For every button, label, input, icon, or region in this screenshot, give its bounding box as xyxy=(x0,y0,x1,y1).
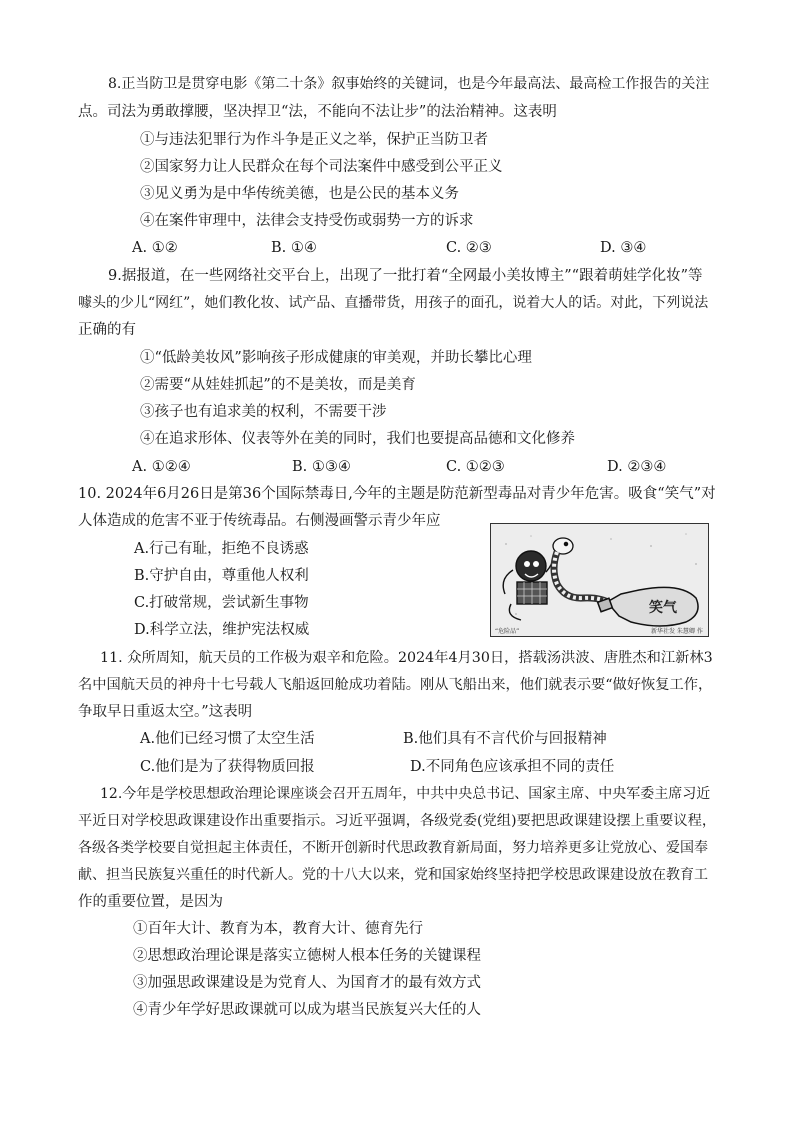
q8-item-4: ④在案件审理中，法律会支持受伤或弱势一方的诉求 xyxy=(140,213,474,229)
q12-item-2: ②思想政治理论课是落实立德树人根本任务的关键课程 xyxy=(133,948,481,964)
q9-option-c: C. ①②③ xyxy=(446,459,505,475)
q8-option-c: C. ②③ xyxy=(446,240,492,256)
q10-stem-line-1: 10. 2024年6月26日是第36个国际禁毒日,今年的主题是防范新型毒品对青少年危害。吸食“笑气”对 xyxy=(78,486,716,502)
comic-caption-right: 新华社发 朱慧卿 作 xyxy=(651,628,703,635)
q8-option-d: D. ③④ xyxy=(600,240,647,256)
q12-stem-line-4: 献、担当民族复兴重任的时代新人。党的十八大以来，党和国家始终坚持把学校思政课建设放在教育工 xyxy=(78,867,708,883)
q12-item-3: ③加强思政课建设是为党育人、为国育才的最有效方式 xyxy=(133,975,481,991)
q11-option-a: A.他们已经习惯了太空生活 xyxy=(140,731,315,747)
q9-item-3: ③孩子也有追求美的权利，不需要干涉 xyxy=(140,404,387,420)
q9-option-a: A. ①②④ xyxy=(132,459,191,475)
q9-option-b: B. ①③④ xyxy=(292,459,351,475)
q12-stem-line-2: 平近日对学校思政课建设作出重要指示。习近平强调，各级党委(党组)要把思政课建设摆上重要议程， xyxy=(78,813,717,829)
q9-item-4: ④在追求形体、仪表等外在美的同时，我们也要提高品德和文化修养 xyxy=(140,431,575,447)
q11-stem-line-3: 争取早日重返太空。”这表明 xyxy=(78,704,253,720)
q8-item-1: ①与违法犯罪行为作斗争是正义之举，保护正当防卫者 xyxy=(140,132,488,148)
q12-item-4: ④青少年学好思政课就可以成为堪当民族复兴大任的人 xyxy=(133,1002,481,1018)
q9-item-1: ①“低龄美妆风”影响孩子形成健康的审美观，并助长攀比心理 xyxy=(140,350,532,366)
q8-option-b: B. ①④ xyxy=(271,240,317,256)
q8-item-2: ②国家努力让人民群众在每个司法案件中感受到公平正义 xyxy=(140,159,503,175)
q8-item-3: ③见义勇为是中华传统美德，也是公民的基本义务 xyxy=(140,186,459,202)
q9-stem-line-1: 9.据报道，在一些网络社交平台上，出现了一批打着“全网最小美妆博主”“跟着萌娃学化妆”等 xyxy=(108,268,703,284)
q11-option-d: D.不同角色应该承担不同的责任 xyxy=(410,759,615,775)
q11-stem-line-1: 11. 众所周知，航天员的工作极为艰辛和危险。2024年4月30日，搭载汤洪波、唐胜杰和江新林3 xyxy=(100,650,713,666)
q10-option-c: C.打破常规，尝试新生事物 xyxy=(134,595,309,611)
comic-bottle-label: 笑气 xyxy=(649,600,677,616)
q9-option-d: D. ②③④ xyxy=(607,459,667,475)
q8-stem-line-2: 点。司法为勇敢撑腰，坚决捍卫“法，不能向不法让步”的法治精神。这表明 xyxy=(78,104,557,120)
q8-stem-line-1: 8.正当防卫是贯穿电影《第二十条》叙事始终的关键词，也是今年最高法、最高检工作报告的关注 xyxy=(108,76,710,92)
q12-stem-line-1: 12.今年是学校思想政治理论课座谈会召开五周年，中共中央总书记、国家主席、中央军委主席习近 xyxy=(100,786,711,802)
q12-stem-line-5: 作的重要位置，是因为 xyxy=(78,894,223,910)
q10-option-b: B.守护自由，尊重他人权利 xyxy=(134,568,309,584)
q9-stem-line-2: 噱头的少儿“网红”，她们教化妆、试产品、直播带货，用孩子的面孔，说着大人的话。对此，下列说法 xyxy=(78,295,709,311)
q9-stem-line-3: 正确的有 xyxy=(78,322,136,338)
q11-option-b: B.他们具有不言代价与回报精神 xyxy=(403,731,607,747)
comic-caption-left: “危险品” xyxy=(495,628,520,635)
q11-stem-line-2: 名中国航天员的神舟十七号载人飞船返回舱成功着陆。刚从飞船出来，他们就表示要“做好恢复工作， xyxy=(78,677,713,693)
q10-option-a: A.行己有耻，拒绝不良诱惑 xyxy=(134,541,309,557)
q10-comic-illustration xyxy=(490,523,709,637)
q10-stem-line-2: 人体造成的危害不亚于传统毒品。右侧漫画警示青少年应 xyxy=(78,513,441,529)
q12-stem-line-3: 各级各类学校要自觉担起主体责任，不断开创新时代思政教育新局面，努力培养更多让党放心、爱国奉 xyxy=(78,840,708,856)
q11-option-c: C.他们是为了获得物质回报 xyxy=(140,759,315,775)
q10-option-d: D.科学立法，维护宪法权威 xyxy=(134,622,310,638)
q8-option-a: A. ①② xyxy=(132,240,178,256)
q9-item-2: ②需要“从娃娃抓起”的不是美妆，而是美育 xyxy=(140,377,416,393)
q12-item-1: ①百年大计、教育为本，教育大计、德育先行 xyxy=(133,921,423,937)
comic-drawing xyxy=(491,524,708,636)
